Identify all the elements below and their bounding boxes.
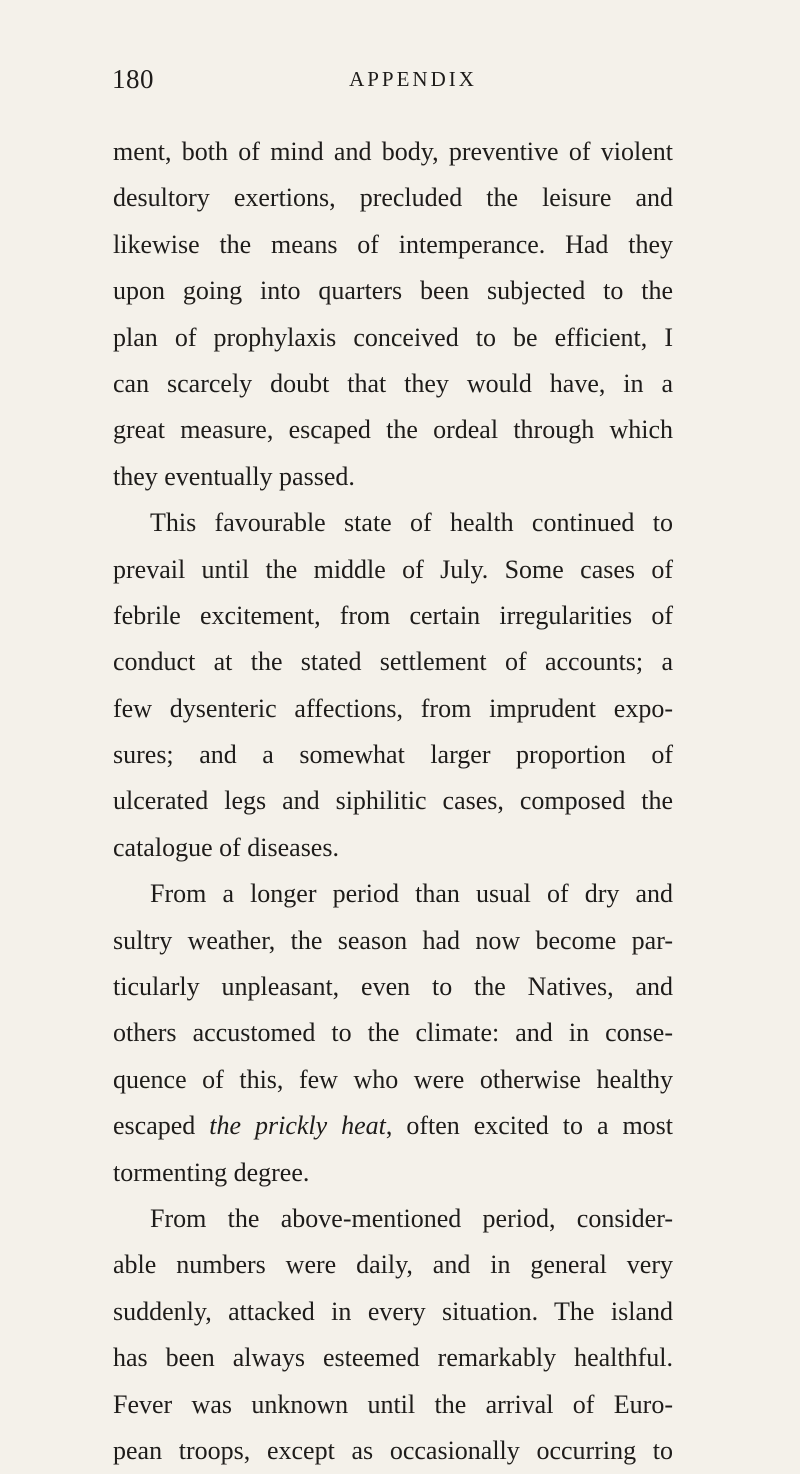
text-line: can scarcely doubt that they would have, in a <box>113 368 673 398</box>
text-line: few dysenteric affections, from imprudent expo- <box>113 693 673 723</box>
running-head <box>0 64 800 104</box>
paragraph-start-line: This favourable state of health continued to <box>150 508 673 538</box>
text-line: desultory exertions, precluded the leisure and <box>113 183 673 213</box>
text-line: has been always esteemed remarkably healthful. <box>113 1343 673 1373</box>
text-line-with-italic <box>113 1103 673 1149</box>
text-line: upon going into quarters been subjected to the <box>113 276 673 306</box>
text-line: they eventually passed. <box>113 461 355 491</box>
text-line: suddenly, attacked in every situation. The island <box>113 1296 673 1326</box>
text-line: catalogue of diseases. <box>113 832 339 862</box>
text-line: ulcerated legs and siphilitic cases, composed the <box>113 786 673 816</box>
text-line: sures; and a somewhat larger proportion of <box>113 740 673 770</box>
text-line: plan of prophylaxis conceived to be efficient, I <box>113 322 673 352</box>
text-line: ticularly unpleasant, even to the Natives, and <box>113 972 673 1002</box>
text-segment: , often excited to a most <box>385 1111 674 1141</box>
text-line: ment, both of mind and body, preventive of violent <box>113 137 673 166</box>
text-line: conduct at the stated settlement of accounts; a <box>113 647 673 677</box>
running-title: APPENDIX <box>349 67 477 91</box>
text-line: quence of this, few who were otherwise healthy <box>113 1064 673 1094</box>
page-number: 180 <box>112 64 154 94</box>
text-line: likewise the means of intemperance. Had they <box>113 229 673 259</box>
paragraph-start-line: From the above-mentioned period, consider- <box>150 1203 673 1233</box>
body-text <box>113 129 673 1474</box>
text-line: sultry weather, the season had now become par- <box>113 925 673 955</box>
text-line: others accustomed to the climate: and in conse- <box>113 1018 673 1048</box>
text-line: febrile excitement, from certain irregularities of <box>113 600 673 630</box>
italic-term: the prickly heat <box>209 1111 386 1141</box>
text-line: Fever was unknown until the arrival of Euro- <box>113 1389 673 1419</box>
text-line: pean troops, except as occasionally occurring to <box>113 1435 673 1465</box>
text-segment: escaped <box>113 1111 196 1141</box>
text-line: prevail until the middle of July. Some cases of <box>113 554 673 584</box>
text-line: able numbers were daily, and in general very <box>113 1250 673 1280</box>
text-line: great measure, escaped the ordeal through which <box>113 415 673 445</box>
paragraph-start-line: From a longer period than usual of dry and <box>150 879 673 909</box>
text-line: tormenting degree. <box>113 1157 310 1187</box>
